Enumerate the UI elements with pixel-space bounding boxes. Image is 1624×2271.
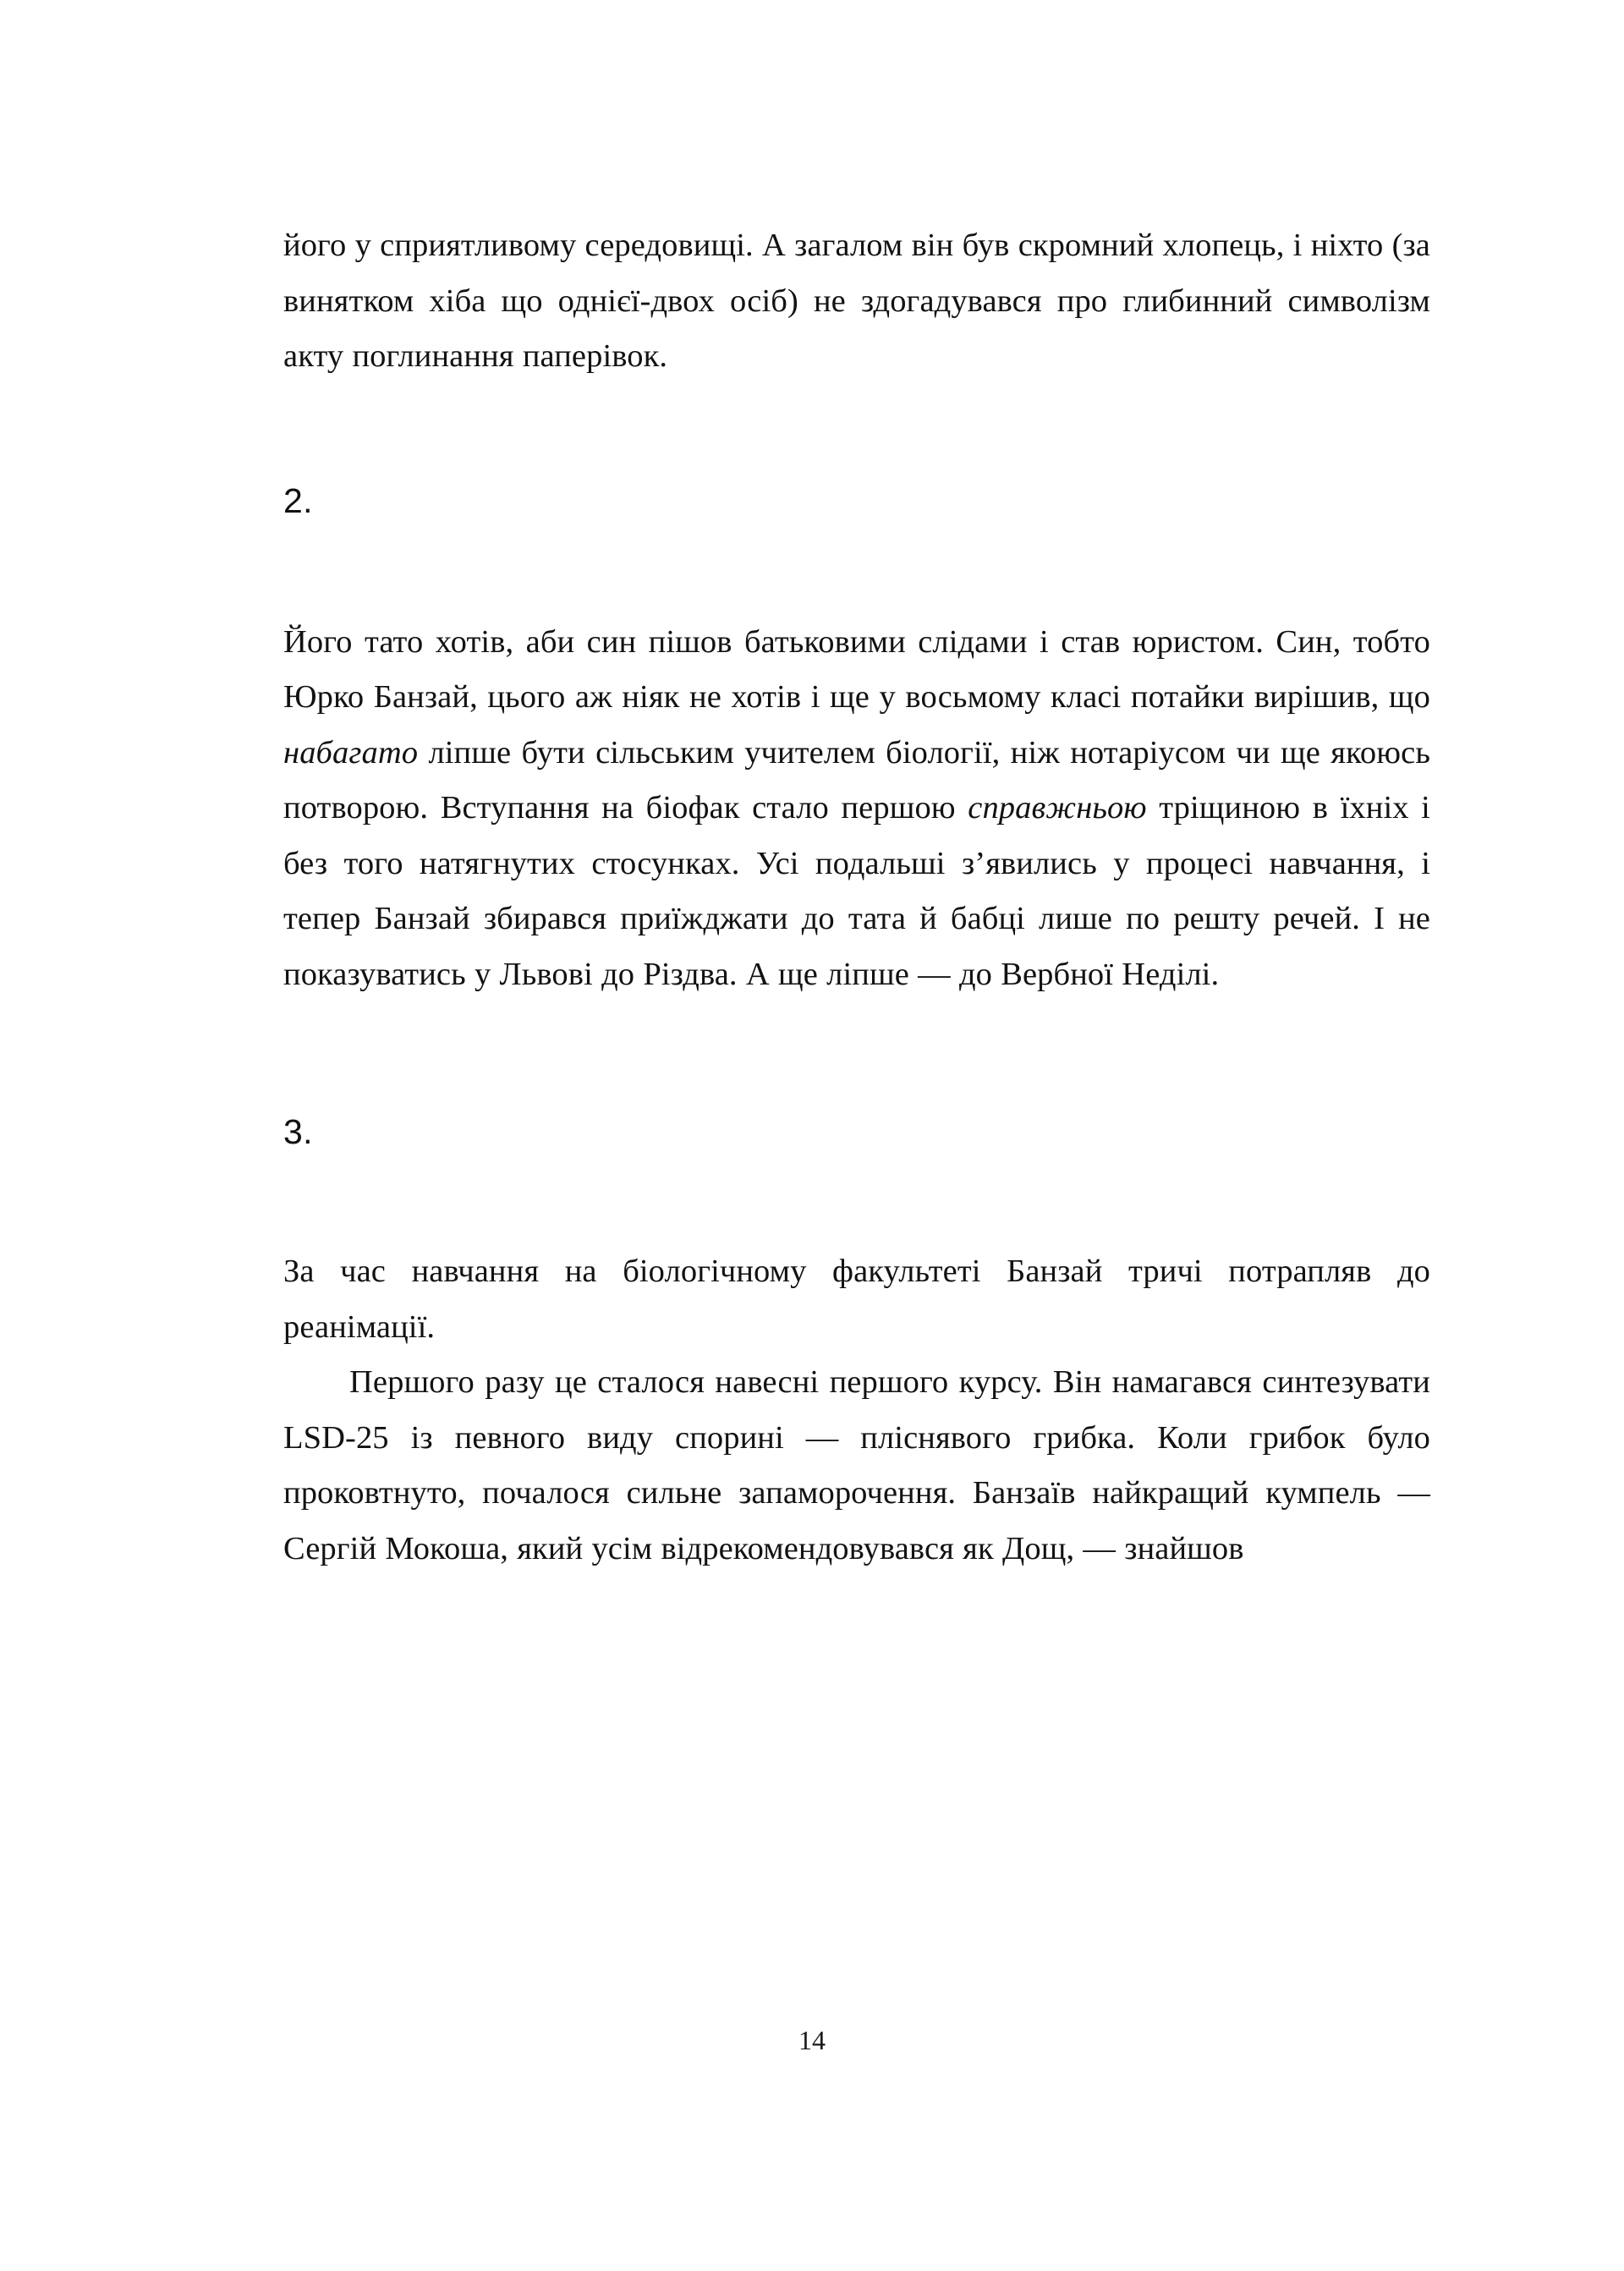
section-heading-2: 2. [283, 480, 313, 520]
spacer-after-heading-3 [283, 1153, 1430, 1244]
section-3-paragraph-2-text: Першого разу це сталося навесні першого курсу. Він намагався синтезувати LSD-25 із певного виду спорині — пліснявого грибка. Коли грибок було проковтнуто, почалося сильне запаморочення. Банзаїв найкращий кумпель — Сергій Мокоша, який усім відрекомендовувався як Дощ, — знайшов [283, 1364, 1430, 1566]
section-heading-3: 3. [283, 1112, 313, 1151]
spacer-before-section-2 [283, 385, 1430, 480]
section-3-paragraph-2 [283, 1355, 1430, 1577]
text-column [283, 218, 1430, 1577]
section-2-paragraph [283, 615, 1430, 1003]
spacer-before-section-3 [283, 1002, 1430, 1111]
section-3-paragraph-1-text: За час навчання на біологічному факультеті Банзай тричі потрапляв до реанімації. [283, 1253, 1430, 1345]
section-2-italic-spravzhnoyu: справжньою [968, 790, 1147, 826]
section-2-part-3: тріщиною в їхніх і без того натягнутих стосунках. Усі подальші з’явились у процесі навчання, і тепер Банзай збирався приїжджати до тата й бабці лише по решту речей. І не показуватись у Львові до Різдва. А ще ліпше — до Вербної Неділі. [283, 790, 1430, 992]
spacer-after-heading-2 [283, 522, 1430, 615]
section-2-italic-nabahato: набагато [283, 734, 419, 771]
paragraph-continuation [283, 218, 1430, 385]
section-2-part-1: Його тато хотів, аби син пішов батьковими слідами і став юристом. Син, тобто Юрко Банзай, цього аж ніяк не хотів і ще у восьмому класі потайки вирішив, що [283, 623, 1430, 715]
page-number: 14 [798, 2025, 826, 2055]
paragraph-continuation-text: його у сприятливому середовищі. А загалом він був скромний хлопець, і ніхто (за винятком хіба що однієї-двох осіб) не здогадувався про глибинний символізм акту поглинання паперівок. [283, 228, 1430, 374]
section-2-part-2: ліпше бути сільським учителем біології, ніж нотаріусом чи ще якоюсь потворою. Вступання на біофак стало першою [283, 734, 1430, 826]
section-3-paragraph-1 [283, 1244, 1430, 1355]
